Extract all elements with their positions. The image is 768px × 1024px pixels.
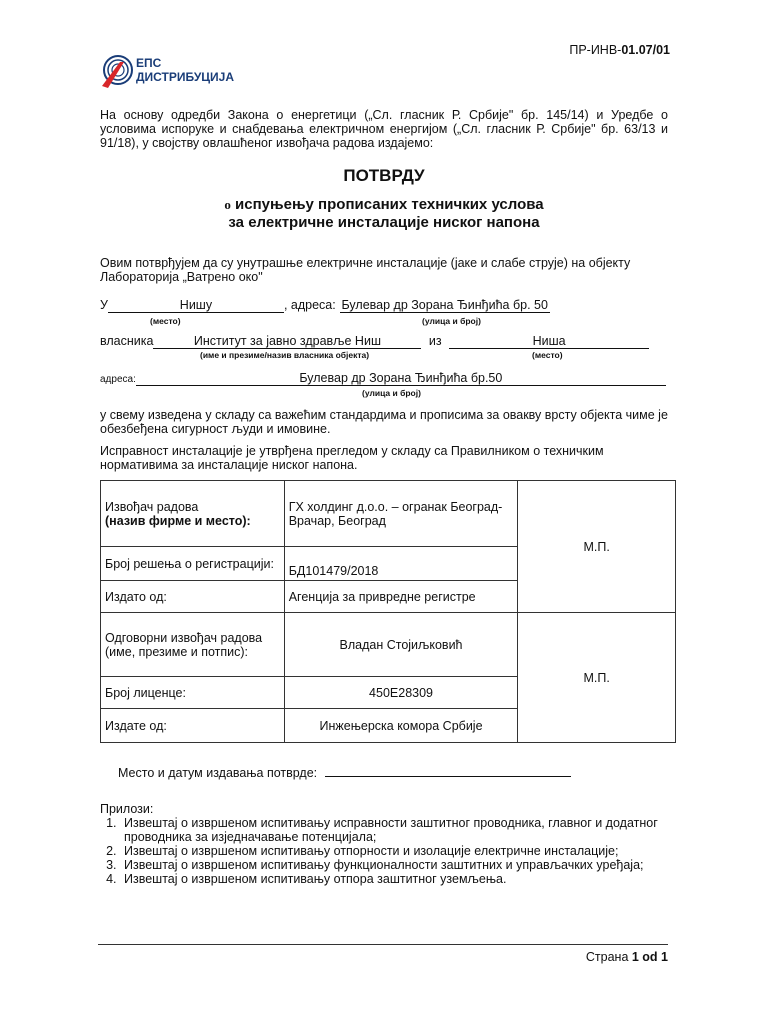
address-field: Булевар др Зорана Ђинђића бр. 50 bbox=[341, 298, 548, 312]
place-date-label: Место и датум издавања потврде: bbox=[118, 766, 318, 780]
document-code-number: 01.07/01 bbox=[621, 43, 670, 57]
footer-prefix: Страна bbox=[585, 950, 632, 964]
subtitle-line-2: за електричне инсталације ниског напона bbox=[228, 214, 540, 231]
page-footer bbox=[586, 950, 668, 964]
license-issuer-value-cell: Инжењерска комора Србије bbox=[284, 709, 518, 743]
stamp-cell-2: М.П. bbox=[518, 613, 676, 743]
issued-label-cell: Издато од: bbox=[101, 581, 285, 613]
standards-paragraph: у свему изведена у складу са важећим стандардима и прописима за овакву врсту објекта чиме је обезбеђена сигурност људи и имовине. bbox=[100, 408, 668, 436]
address-caption: (улица и број) bbox=[422, 316, 481, 326]
logo-line-eps: ЕПС bbox=[136, 56, 162, 70]
from-label: из bbox=[428, 334, 442, 348]
license-value-cell: 450Е28309 bbox=[284, 677, 518, 709]
owner-field: Институт за јавно здравље Ниш bbox=[153, 334, 421, 349]
attachment-item: 3. Извештај о извршеном испитивању функционалности заштитних и управљачких уређаја; bbox=[120, 858, 668, 872]
responsible-value-cell: Владан Стојиљковић bbox=[284, 613, 518, 677]
document-code bbox=[569, 43, 670, 57]
logo-line-distribucija: ДИСТРИБУЦИЈА bbox=[136, 70, 235, 84]
document-subtitle bbox=[0, 196, 768, 232]
attachment-item: 2. Извештај о извршеном испитивању отпорности и изолације електричне инсталације; bbox=[120, 844, 668, 858]
address-label: , адреса: bbox=[283, 298, 336, 312]
attachment-item: 1. Извештај о извршеном испитивању исправности заштитног проводника, главног и додатног проводника за изједначавање потенцијала; bbox=[120, 816, 668, 844]
subtitle-o: о bbox=[224, 197, 231, 212]
eps-logo-text bbox=[136, 56, 234, 84]
correctness-paragraph: Исправност инсталације је утврђена прегледом у складу са Правилником о техничким нормативима за инсталације ниског напона. bbox=[100, 444, 604, 472]
subtitle-line-1: испуњењу прописаних техничких услова bbox=[235, 196, 544, 213]
attachments-block bbox=[100, 802, 668, 886]
owner-line bbox=[100, 334, 680, 349]
address2-caption: (улица и број) bbox=[362, 388, 421, 398]
attachment-item: 4. Извештај о извршеном испитивању отпора заштитног уземљења. bbox=[120, 872, 668, 886]
address2-field: Булевар др Зорана Ђинђића бр.50 bbox=[136, 371, 666, 386]
document-code-prefix: ПР-ИНВ- bbox=[569, 43, 622, 57]
intro-paragraph: На основу одредби Закона о енергетици („Сл. гласник Р. Србије" бр. 145/14) и Уредбе о условима испоруке и снабдевања електричном енергијом („Сл. гласник Р. Србије" бр. 63/13 и 91/18), у својству овлашћеног извођача радова издајемо: bbox=[100, 108, 668, 150]
contractor-label-note: (назив фирме и место): bbox=[105, 513, 251, 528]
place-date-line bbox=[118, 766, 678, 780]
confirm-paragraph: Овим потврђујем да су унутрашње електричне инсталације (јаке и слабе струје) на објекту Лабораторија „Ватрено око" bbox=[100, 256, 631, 284]
address2-line bbox=[100, 371, 680, 387]
place-field: Нишу bbox=[108, 298, 284, 313]
place-prefix: У bbox=[100, 298, 108, 312]
stamp-cell-1: М.П. bbox=[518, 481, 676, 613]
registration-value-cell: БД101479/2018 bbox=[284, 547, 518, 581]
table-row-contractor bbox=[101, 481, 676, 547]
license-issuer-label-cell: Издате од: bbox=[101, 709, 285, 743]
place-address-line bbox=[100, 298, 680, 313]
address2-label: адреса: bbox=[100, 374, 136, 385]
eps-logo bbox=[100, 52, 260, 92]
page-number: 1 od 1 bbox=[631, 950, 668, 964]
contractor-label: Извођач радова bbox=[105, 499, 199, 514]
table-row-responsible bbox=[101, 613, 676, 677]
license-label-cell: Број лиценце: bbox=[101, 677, 285, 709]
owner-place-field: Ниша bbox=[449, 334, 649, 349]
issued-value-cell: Агенција за привредне регистре bbox=[284, 581, 518, 613]
attachments-title: Прилози: bbox=[100, 802, 154, 816]
place-caption: (место) bbox=[150, 316, 181, 326]
attachments-list bbox=[100, 816, 668, 886]
owner-caption: (име и презиме/назив власника објекта) bbox=[200, 350, 370, 360]
eps-logo-mark-icon bbox=[100, 52, 134, 92]
contractor-label-cell bbox=[101, 481, 285, 547]
contractor-table bbox=[100, 480, 676, 743]
owner-label: власника bbox=[100, 334, 154, 348]
responsible-label-cell: Одговорни извођач радова (име, презиме и потпис): bbox=[101, 613, 285, 677]
contractor-value-cell: ГХ холдинг д.о.о. – огранак Београд-Врачар, Београд bbox=[284, 481, 518, 547]
place-date-field[interactable] bbox=[325, 776, 571, 777]
footer-divider bbox=[98, 944, 668, 945]
registration-label-cell: Број решења о регистрацији: bbox=[101, 547, 285, 581]
document-title: ПОТВРДУ bbox=[343, 166, 425, 185]
owner-place-caption: (место) bbox=[532, 350, 563, 360]
